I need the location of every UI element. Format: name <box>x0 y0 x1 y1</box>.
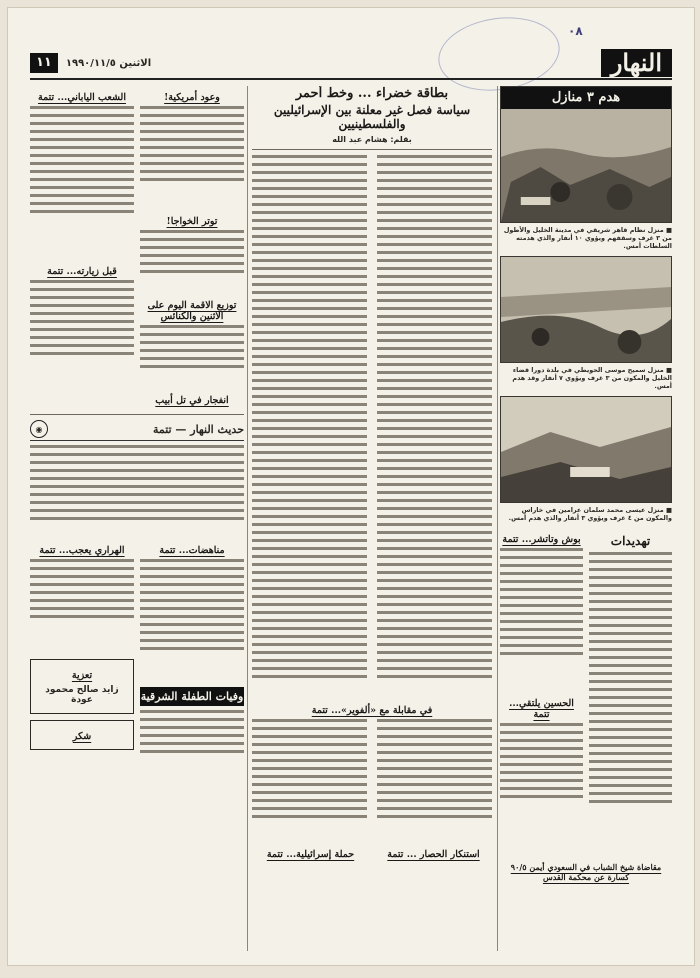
text-line <box>377 619 492 622</box>
text-line <box>252 483 367 486</box>
text-line <box>377 563 492 566</box>
article-kicker: بطاقة خضراء ... وخط أحمر <box>295 86 449 101</box>
deceased-name: زايد صالح محمود عودة <box>45 685 119 705</box>
left-bottom-row <box>30 539 244 794</box>
body-text-lines <box>500 548 583 688</box>
text-line <box>252 243 367 246</box>
text-line <box>377 275 492 278</box>
text-line <box>252 443 367 446</box>
photo-caption: ■ منزل نظام قاهر شريقي في مدينة الخليل والأطول من ٣ غرف وسقفهم ويؤوي ١٠ أنفار والذي هدمته السلطات أمس. <box>503 226 672 250</box>
text-line <box>252 643 367 646</box>
text-line <box>377 579 492 582</box>
text-line <box>252 387 367 390</box>
text-line <box>252 507 367 510</box>
column-rule <box>247 86 248 951</box>
text-line <box>252 347 367 350</box>
text-line <box>252 195 367 198</box>
text-line <box>377 491 492 494</box>
rubble-photo-2 <box>501 257 671 362</box>
text-line <box>252 491 367 494</box>
text-line <box>252 379 367 382</box>
bush-article <box>500 528 583 856</box>
text-line <box>377 187 492 190</box>
header-left <box>30 53 151 73</box>
text-line <box>377 635 492 638</box>
page-number: ١١ <box>30 53 58 73</box>
text-line <box>252 635 367 638</box>
newspaper-page <box>7 7 695 966</box>
text-line <box>377 243 492 246</box>
text-line <box>252 603 367 606</box>
section-heading: توتر الخواجا! <box>166 216 218 227</box>
section-heading: الهراري يعجب... تتمة <box>39 545 125 556</box>
text-line <box>377 659 492 662</box>
section-heading: مناهضات... تتمة <box>159 545 225 556</box>
text-line <box>377 227 492 230</box>
text-line <box>377 611 492 614</box>
text-line <box>252 651 367 654</box>
text-line <box>252 307 367 310</box>
news-photo <box>500 256 672 363</box>
text-line <box>377 539 492 542</box>
text-line <box>252 523 367 526</box>
text-line <box>252 155 367 158</box>
text-line <box>377 467 492 470</box>
text-line <box>252 563 367 566</box>
text-line <box>252 179 367 182</box>
body-text-lines <box>30 559 134 649</box>
section-heading: الحسين يلتقي... تتمة <box>509 698 574 720</box>
text-line <box>252 267 367 270</box>
body-text-lines <box>589 552 672 852</box>
text-line <box>377 251 492 254</box>
text-line <box>252 259 367 262</box>
body-text-lines <box>140 559 244 679</box>
text-line <box>252 203 367 206</box>
body-text-lines <box>140 106 244 206</box>
text-line <box>252 227 367 230</box>
text-line <box>252 219 367 222</box>
text-line <box>377 379 492 382</box>
page-header <box>30 48 672 80</box>
obituary-header: وفيات الطفلة الشرقية <box>140 687 244 706</box>
text-line <box>377 387 492 390</box>
text-line <box>377 411 492 414</box>
text-line <box>252 499 367 502</box>
text-line <box>377 499 492 502</box>
body-text-lines <box>140 230 244 290</box>
text-line <box>252 331 367 334</box>
photo-caption: ■ منزل عيسى محمد سلمان عرامين في خاراس والمكون من ٤ غرف ويؤوي ٣ أنفار والذي هدم أمس. <box>508 506 672 522</box>
left-bottom-a <box>140 539 244 794</box>
text-line <box>252 619 367 622</box>
section-heading: استنكار الحصار ... تتمة <box>387 849 480 860</box>
text-line <box>252 515 367 518</box>
text-line <box>252 299 367 302</box>
text-line <box>252 611 367 614</box>
text-line <box>377 651 492 654</box>
section-heading: وعود أمريكية! <box>164 92 220 103</box>
text-line <box>377 667 492 670</box>
text-line <box>377 299 492 302</box>
text-line <box>377 603 492 606</box>
text-line <box>377 171 492 174</box>
text-line <box>377 419 492 422</box>
section-heading: الشعب الياباني... تتمة <box>38 92 126 103</box>
text-line <box>377 475 492 478</box>
text-line <box>252 467 367 470</box>
newspaper-logo-icon: ◉ <box>30 420 48 438</box>
text-line <box>377 211 492 214</box>
text-line <box>377 363 492 366</box>
threats-article <box>589 528 672 856</box>
left-subcol-a <box>140 86 244 409</box>
condolence-box <box>30 659 134 714</box>
text-line <box>377 195 492 198</box>
text-line <box>377 483 492 486</box>
section-heading: في مقابلة مع «ألفوير»... تتمة <box>311 705 433 716</box>
section-heading: انفجار في تل أبيب <box>155 395 229 406</box>
section-heading: شكر <box>72 731 92 742</box>
text-line <box>252 411 367 414</box>
text-line <box>252 371 367 374</box>
text-line <box>377 555 492 558</box>
text-line <box>377 395 492 398</box>
body-text-lines <box>30 445 244 535</box>
text-line <box>377 267 492 270</box>
text-line <box>377 371 492 374</box>
center-lower-heads <box>252 843 492 863</box>
text-line <box>252 339 367 342</box>
text-line <box>252 475 367 478</box>
text-line <box>252 427 367 430</box>
body-text-lines <box>252 155 492 695</box>
text-line <box>377 155 492 158</box>
text-line <box>252 451 367 454</box>
text-line <box>252 171 367 174</box>
text-line <box>377 547 492 550</box>
text-line <box>252 627 367 630</box>
photo-banner: هدم ٣ منازل <box>501 87 671 109</box>
divider <box>252 149 492 150</box>
text-line <box>252 395 367 398</box>
text-line <box>377 627 492 630</box>
text-line <box>377 451 492 454</box>
body-text-lines <box>500 723 583 833</box>
text-line <box>377 675 492 678</box>
text-line <box>377 515 492 518</box>
section-heading: توزيع الاقمة اليوم على الاثنين والكنائس <box>147 300 237 322</box>
text-line <box>252 363 367 366</box>
text-line <box>377 179 492 182</box>
body-text-lines <box>30 280 134 390</box>
body-text-lines <box>140 710 244 790</box>
text-line <box>377 235 492 238</box>
body-text-lines <box>30 106 134 256</box>
section-heading: تعزية <box>71 670 93 681</box>
article-headline: سياسة فصل غير معلنة بين الإسرائيليين والفلسطينيين <box>273 103 471 131</box>
photo-caption: ■ منزل سميح موسى الحويطي في بلدة دورا قضاء الخليل والمكون من ٣ غرف ويؤوي ٧ أنفار وقد هدم أمس. <box>512 366 672 390</box>
text-line <box>377 307 492 310</box>
text-line <box>252 539 367 542</box>
text-line <box>252 435 367 438</box>
section-heading: حملة إسرائيلية... تتمة <box>266 849 355 860</box>
text-line <box>377 163 492 166</box>
text-line <box>252 235 367 238</box>
text-line <box>252 555 367 558</box>
section-heading: قبل زيارته... تتمة <box>47 266 117 277</box>
center-column <box>252 86 492 951</box>
text-line <box>377 507 492 510</box>
text-line <box>377 283 492 286</box>
left-column <box>30 86 244 951</box>
text-line <box>252 659 367 662</box>
thanks-box <box>30 720 134 750</box>
text-line <box>252 595 367 598</box>
text-line <box>252 323 367 326</box>
text-line <box>377 219 492 222</box>
text-line <box>252 667 367 670</box>
text-line <box>252 571 367 574</box>
hadith-header <box>30 420 244 441</box>
text-line <box>252 187 367 190</box>
text-line <box>252 275 367 278</box>
stamp-number: ۰۸ <box>568 24 583 38</box>
body-text-lines <box>252 719 492 839</box>
news-photo <box>500 396 672 503</box>
byline: بقلم: هشام عبد الله <box>332 135 412 144</box>
text-line <box>252 587 367 590</box>
text-line <box>252 283 367 286</box>
text-line <box>377 587 492 590</box>
text-line <box>377 427 492 430</box>
text-line <box>377 523 492 526</box>
issue-date: الاثنين ١٩٩٠/١١/٥ <box>65 57 152 69</box>
masthead: النهار <box>601 49 672 77</box>
right-column <box>500 86 672 951</box>
text-line <box>252 315 367 318</box>
left-top-row <box>30 86 244 409</box>
text-line <box>252 163 367 166</box>
left-bottom-b <box>30 539 134 794</box>
text-line <box>252 459 367 462</box>
text-line <box>377 331 492 334</box>
rubble-photo-3 <box>501 397 671 502</box>
text-line <box>252 531 367 534</box>
text-line <box>377 259 492 262</box>
text-line <box>377 643 492 646</box>
body-text-lines <box>140 325 244 385</box>
text-line <box>377 403 492 406</box>
text-line <box>377 459 492 462</box>
text-line <box>377 355 492 358</box>
column-rule <box>497 86 498 951</box>
left-subcol-b <box>30 86 134 409</box>
text-line <box>252 211 367 214</box>
text-line <box>252 579 367 582</box>
text-line <box>377 315 492 318</box>
text-line <box>377 571 492 574</box>
right-lower-articles <box>500 528 672 856</box>
text-line <box>252 355 367 358</box>
text-line <box>377 531 492 534</box>
text-line <box>377 339 492 342</box>
text-line <box>252 251 367 254</box>
text-line <box>252 547 367 550</box>
section-heading: تهديدات <box>610 534 651 548</box>
text-line <box>377 443 492 446</box>
text-line <box>377 595 492 598</box>
text-line <box>377 435 492 438</box>
section-heading: مقاضاة شيخ الشباب في السعودي أيمن ٩٠/٥ كسارة عن محكمة القدس <box>510 862 662 882</box>
text-line <box>252 403 367 406</box>
text-line <box>252 419 367 422</box>
divider <box>30 414 244 415</box>
text-line <box>377 291 492 294</box>
text-line <box>377 323 492 326</box>
news-photo <box>500 86 672 223</box>
text-line <box>377 203 492 206</box>
section-heading: بوش وتاتشر... تتمة <box>502 534 581 545</box>
text-line <box>252 291 367 294</box>
text-line <box>252 675 367 678</box>
text-line <box>377 347 492 350</box>
hadith-title: حديث النهار — تتمة <box>152 422 244 436</box>
